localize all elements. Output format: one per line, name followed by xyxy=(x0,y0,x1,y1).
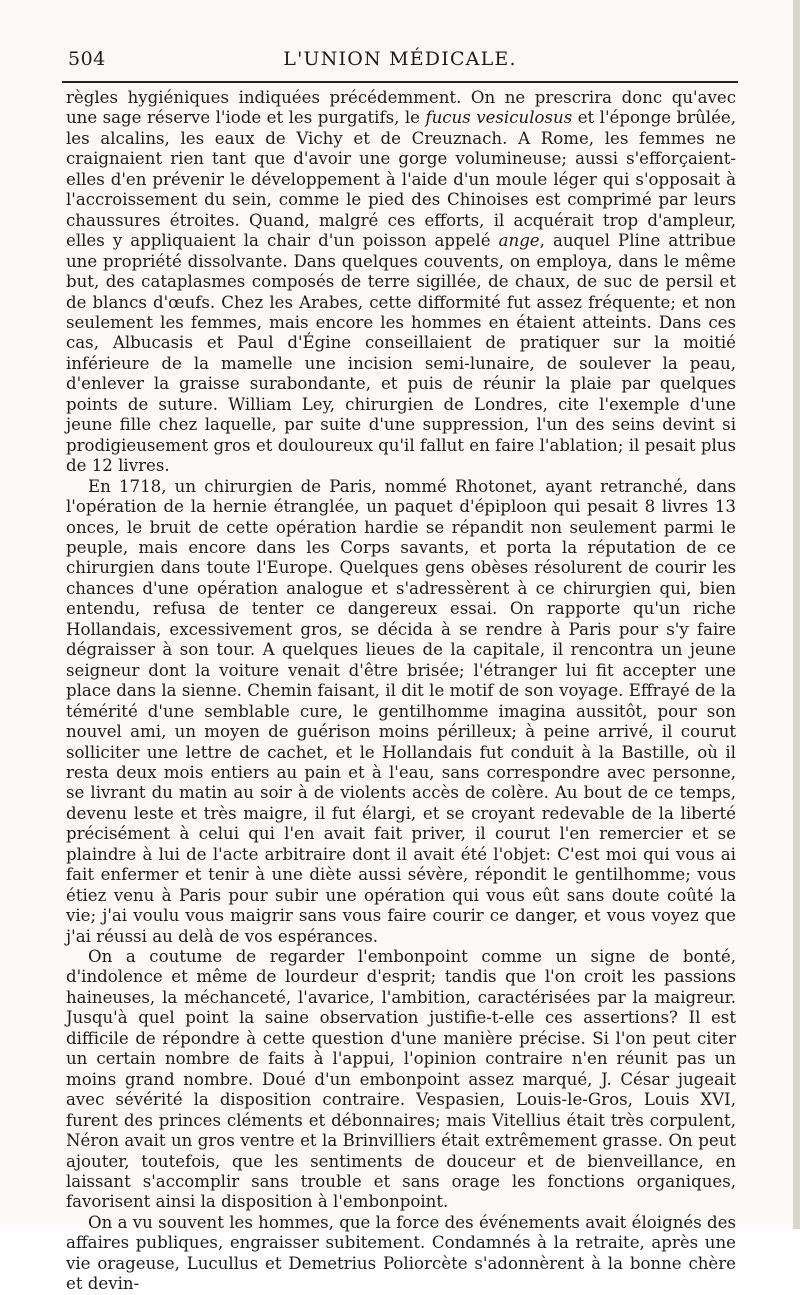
text-segment: En 1718, un chirurgien de Paris, nommé Rhotonet, ayant retranché, dans l'opération de la hernie étranglée, un paquet d'épiploon qui pesait 8 livres 13 onces, le bruit de cette opération hardie se répandit non seulement parmi le peuple, mais encore dans les Corps savants, et porta la réputation de ce chirurgien dans toute l'Europe. Quelques gens obèses résolurent de courir les chances d'une opération analogue et s'adressèrent à ce chirurgien qui, bien entendu, refusa de tenter ce dangereux essai. On rapporte qu'un riche Hollandais, excessivement gros, se décida à se rendre à Paris pour s'y faire dégraisser à son tour. A quelques lieues de la capitale, il rencontra un jeune seigneur dont la voiture venait d'être brisée; l'étranger lui fit accepter une place dans la sienne. Chemin faisant, il dit le motif de son voyage. Effrayé de la témérité d'une semblable cure, le gentilhomme imagina aussitôt, pour son nouvel ami, un moyen de guérison moins périlleux; à peine arrivé, il courut solliciter une lettre de cachet, et le Hollandais fut conduit à la Bastille, où il resta deux mois entiers au pain et à l'eau, sans correspondre avec personne, se livrant du matin au soir à de violents accès de colère. Au bout de ce temps, devenu leste et très maigre, il fut élargi, et se croyant redevable de la liberté précisément à celui qui l'en avait fait priver, il courut l'en remercier et se plaindre à lui de l'acte arbitraire dont il avait été l'objet: C'est moi qui vous ai fait enfermer et tenir à une diète aussi sévère, répondit le gentilhomme; vous étiez venu à Paris pour subir une opération qui vous eût sans doute coûté la vie; j'ai voulu vous maigrir sans vous faire courir ce danger, et vous voyez que j'ai réussi au delà de vos espérances. xyxy=(66,476,736,946)
page-header xyxy=(62,48,738,74)
text-segment: On a vu souvent les hommes, que la force des événements avait éloignés des affaires publiques, engraisser subitement. Condamnés à la retraite, après une vie orageuse, Lucullus et Demetrius Poliorcète s'adonnèrent à la bonne chère et devin- xyxy=(66,1212,736,1294)
body-text xyxy=(66,88,736,1295)
paragraph xyxy=(66,1213,736,1295)
italic-term: fucus vesiculosus xyxy=(425,108,573,128)
text-segment: , auquel Pline attribue une propriété dissolvante. Dans quelques couvents, on employa, dans le même but, des cataplasmes composés de terre sigillée, de chaux, de suc de persil et de blancs d'œufs. Chez les Arabes, cette difformité fut assez fréquente; et non seulement les femmes, mais encore les hommes en étaient atteints. Dans ces cas, Albucasis et Paul d'Égine conseillaient de pratiquer sur la moitié inférieure de la mamelle une incision semi-lunaire, de soulever la peau, d'enlever la graisse surabondante, et puis de réunir la plaie par quelques points de suture. William Ley, chirurgien de Londres, cite l'exemple d'une jeune fille chez laquelle, par suite d'une suppression, l'un des seins devint si prodigieusement gros et douloureux qu'il fallut en faire l'ablation; il pesait plus de 12 livres. xyxy=(66,231,736,476)
text-segment: On a coutume de regarder l'embonpoint comme un signe de bonté, d'indolence et même de lourdeur d'esprit; tandis que l'on croit les passions haineuses, la méchanceté, l'avarice, l'ambition, caractérisées par la maigreur. Jusqu'à quel point la saine observation justifie-t-elle ces assertions? Il est difficile de répondre à cette question d'une manière précise. Si l'on peut citer un certain nombre de faits à l'appui, l'opinion contraire n'en réunit pas un moins grand nombre. Doué d'un embonpoint assez marqué, J. César jugeait avec sévérité la disposition contraire. Vespasien, Louis-le-Gros, Louis XVI, furent des princes cléments et débonnaires; mais Vitellius était très corpulent, Néron avait un gros ventre et la Brinvilliers était extrêmement grasse. On peut ajouter, toutefois, que les sentiments de douceur et de bienveillance, en laissant s'accomplir sans trouble et sans orage les fonctions organiques, favorisent ainsi la disposition à l'embonpoint. xyxy=(66,947,736,1212)
header-rule xyxy=(62,81,738,83)
paragraph xyxy=(66,947,736,1213)
page-number: 504 xyxy=(68,48,106,70)
page-edge-shadow xyxy=(793,0,800,1229)
italic-term: ange xyxy=(498,231,540,251)
paragraph xyxy=(66,88,736,477)
paragraph xyxy=(66,477,736,947)
text-segment: règles hygiéniques indiquées précédemment. On ne prescrira donc qu'avec une sage réserve l'iode et les purgatifs, le xyxy=(66,88,736,128)
running-title: L'UNION MÉDICALE. xyxy=(283,48,517,70)
text-segment: et l'éponge brûlée, les alcalins, les eaux de Vichy et de Creuznach. A Rome, les femmes ne craignaient rien tant que d'avoir une gorge volumineuse; aussi s'efforçaient-elles d'en prévenir le développement à l'aide d'un moule léger qui s'opposait à l'accroissement du sein, comme le pied des Chinoises est comprimé par leurs chaussures étroites. Quand, malgré ces efforts, il acquérait trop d'ampleur, elles y appliquaient la chair d'un poisson appelé xyxy=(66,108,736,251)
